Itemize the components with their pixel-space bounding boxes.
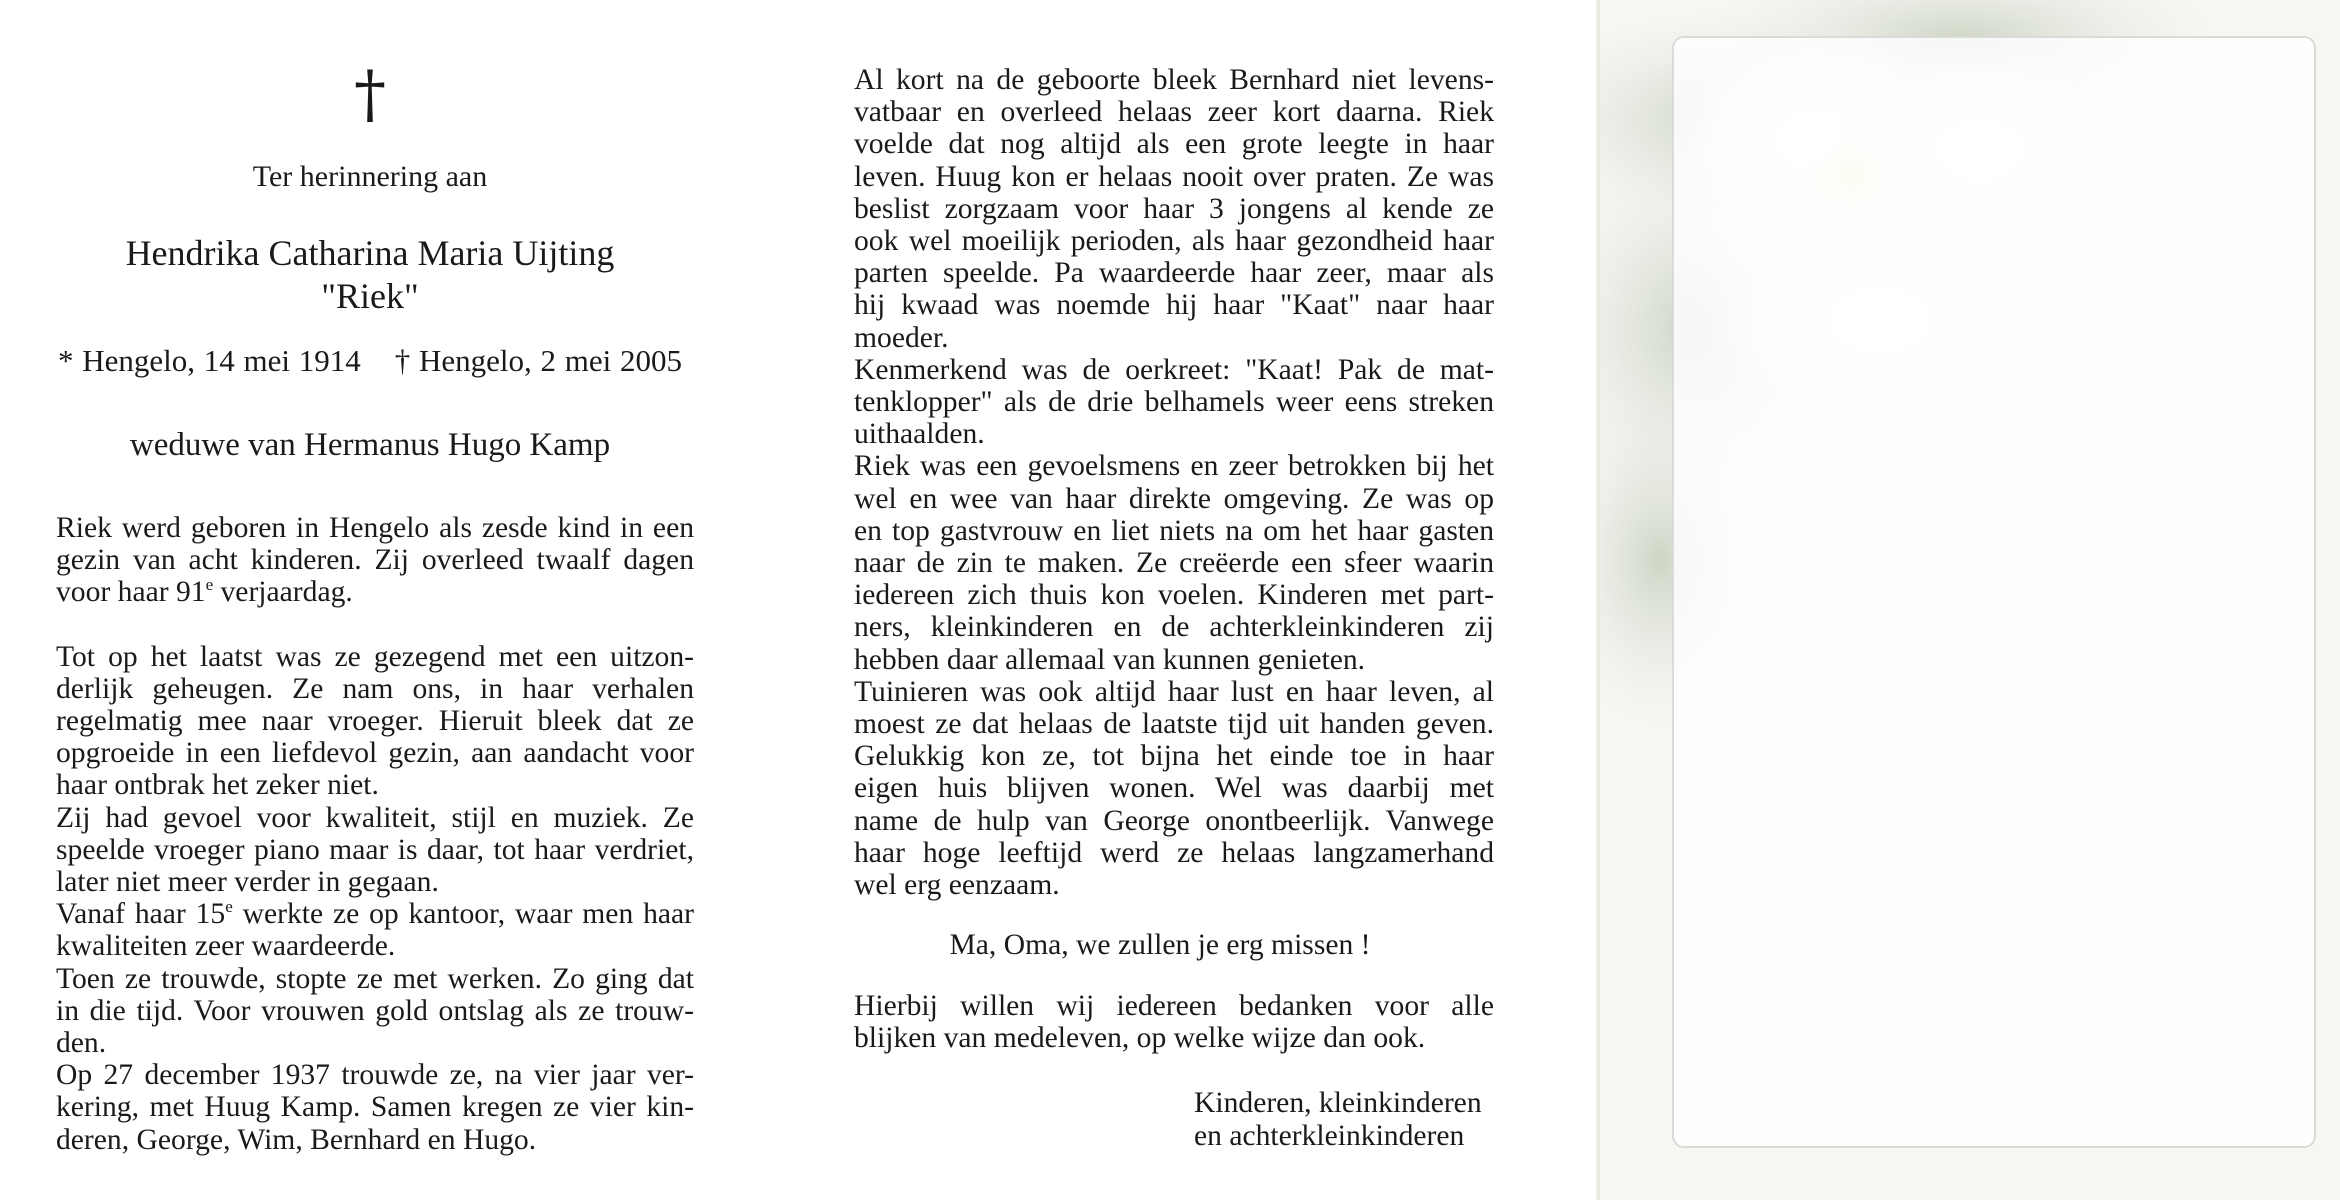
text-line: Zij had gevoel voor kwaliteit, stijl en muziek. Ze bbox=[56, 801, 694, 834]
signature-line: Kinderen, kleinkinderen bbox=[1194, 1087, 1482, 1119]
text-line: haar hoge leeftijd werd ze helaas langzamerhand bbox=[854, 836, 1494, 869]
text-line bbox=[56, 576, 694, 608]
signature-line: en achterkleinkinderen bbox=[1194, 1119, 1465, 1152]
text-line: tenklopper" als de drie belhamels weer eens streken bbox=[854, 386, 1494, 419]
text-line: voelde dat nog altijd als een grote leegte in haar bbox=[854, 128, 1494, 161]
death-date: † Hengelo, 2 mei 2005 bbox=[394, 343, 683, 378]
text-line: uithaalden. bbox=[854, 418, 985, 451]
text-line: moest ze dat helaas de laatste tijd uit handen geven. bbox=[854, 708, 1494, 741]
widow-line: weduwe van Hermanus Hugo Kamp bbox=[129, 427, 611, 463]
text-line: haar ontbrak het zeker niet. bbox=[56, 769, 379, 802]
text-fragment: werkte ze op kantoor, waar men haar bbox=[232, 898, 695, 931]
biography-left bbox=[56, 512, 694, 1156]
text-line: name de hulp van George onontbeerlijk. Vanwege bbox=[854, 804, 1494, 837]
text-line: Op 27 december 1937 trouwde ze, na vier jaar ver- bbox=[56, 1059, 694, 1092]
text-line: kwaliteiten zeer waardeerde. bbox=[56, 930, 396, 963]
text-line: beslist zorgzaam voor haar 3 jongens al kende ze bbox=[854, 192, 1494, 225]
text-line: leven. Huug kon er helaas nooit over praten. Ze was bbox=[854, 160, 1494, 193]
text-line: moeder. bbox=[854, 321, 949, 354]
text-line: naar de zin te maken. Ze creëerde een sfeer waarin bbox=[854, 547, 1494, 580]
text-line: wel en wee van haar direkte omgeving. Ze was op bbox=[854, 482, 1494, 515]
text-fragment: verjaardag. bbox=[213, 576, 353, 609]
text-line: derlijk geheugen. Ze nam ons, in haar verhalen bbox=[56, 672, 694, 705]
text-line: parten speelde. Pa waardeerde haar zeer, maar als bbox=[854, 257, 1494, 290]
right-panel bbox=[1600, 0, 2340, 1200]
text-line: ners, kleinkinderen en de achterkleinkinderen zij bbox=[854, 611, 1494, 644]
text-line: gezin van acht kinderen. Zij overleed twaalf dagen bbox=[56, 544, 694, 577]
text-line: Riek werd geboren in Hengelo als zesde kind in een bbox=[56, 512, 694, 544]
cross-icon: † bbox=[354, 58, 386, 132]
text-line: Tuinieren was ook altijd haar lust en haar leven, al bbox=[854, 675, 1494, 708]
text-line: opgroeide in een liefdevol gezin, aan aandacht voor bbox=[56, 737, 694, 770]
text-line: kering, met Huug Kamp. Samen kregen ze vier kin- bbox=[56, 1091, 694, 1124]
text-line: Riek was een gevoelsmens en zeer betrokken bij het bbox=[854, 450, 1494, 483]
nickname: "Riek" bbox=[321, 276, 419, 316]
blank-line bbox=[56, 609, 694, 641]
text-line: Tot op het laatst was ze gezegend met een uitzon- bbox=[56, 640, 694, 673]
signature bbox=[1194, 1087, 1494, 1152]
text-line: Toen ze trouwde, stopte ze met werken. Zo ging dat bbox=[56, 962, 694, 995]
biography-right bbox=[854, 64, 1494, 901]
life-dates bbox=[40, 343, 700, 379]
text-line: wel erg eenzaam. bbox=[854, 869, 1060, 902]
text-line: en top gastvrouw en liet niets na om het haar gasten bbox=[854, 514, 1494, 547]
text-line: in die tijd. Voor vrouwen gold ontslag als ze trouw- bbox=[56, 994, 694, 1027]
text-line: speelde vroeger piano maar is daar, tot haar verdriet, bbox=[56, 833, 694, 866]
text-line: Gelukkig kon ze, tot bijna het einde toe in haar bbox=[854, 740, 1494, 773]
closing-line: Ma, Oma, we zullen je erg missen ! bbox=[949, 929, 1371, 961]
text-line: eigen huis blijven wonen. Wel was daarbij met bbox=[854, 772, 1494, 805]
text-line: hij kwaad was noemde hij haar "Kaat" naar haar bbox=[854, 289, 1494, 322]
text-fragment: voor haar 91 bbox=[56, 576, 206, 609]
birth-date: * Hengelo, 14 mei 1914 bbox=[57, 343, 361, 378]
text-fragment: Vanaf haar 15 bbox=[56, 898, 226, 931]
text-line: regelmatig mee naar vroeger. Hieruit bleek dat ze bbox=[56, 705, 694, 738]
superscript: e bbox=[225, 897, 233, 917]
text-line: ook wel moeilijk perioden, als haar gezondheid haar bbox=[854, 225, 1494, 258]
text-line: den. bbox=[56, 1027, 107, 1060]
text-line: vatbaar en overleed helaas zeer kort daarna. Riek bbox=[854, 96, 1494, 129]
text-line: later niet meer verder in gegaan. bbox=[56, 866, 439, 899]
text-line: hebben daar allemaal van kunnen genieten. bbox=[854, 643, 1366, 676]
thanks-text bbox=[854, 990, 1494, 1054]
photo-frame bbox=[1672, 36, 2316, 1148]
middle-panel bbox=[820, 0, 1600, 1200]
intro-text: Ter herinnering aan bbox=[252, 160, 488, 193]
text-line bbox=[56, 898, 694, 930]
text-line: Al kort na de geboorte bleek Bernhard niet levens- bbox=[854, 64, 1494, 96]
superscript: e bbox=[205, 575, 214, 595]
left-panel bbox=[0, 0, 820, 1200]
text-line: iedereen zich thuis kon voelen. Kinderen met part- bbox=[854, 579, 1494, 612]
text-line: deren, George, Wim, Bernhard en Hugo. bbox=[56, 1123, 537, 1156]
text-line: Hierbij willen wij iedereen bedanken voor alle bbox=[854, 990, 1494, 1022]
text-line: blijken van medeleven, op welke wijze dan ook. bbox=[854, 1022, 1426, 1055]
deceased-name: Hendrika Catharina Maria Uijting bbox=[125, 233, 615, 273]
text-line: Kenmerkend was de oerkreet: "Kaat! Pak de mat- bbox=[854, 353, 1494, 386]
